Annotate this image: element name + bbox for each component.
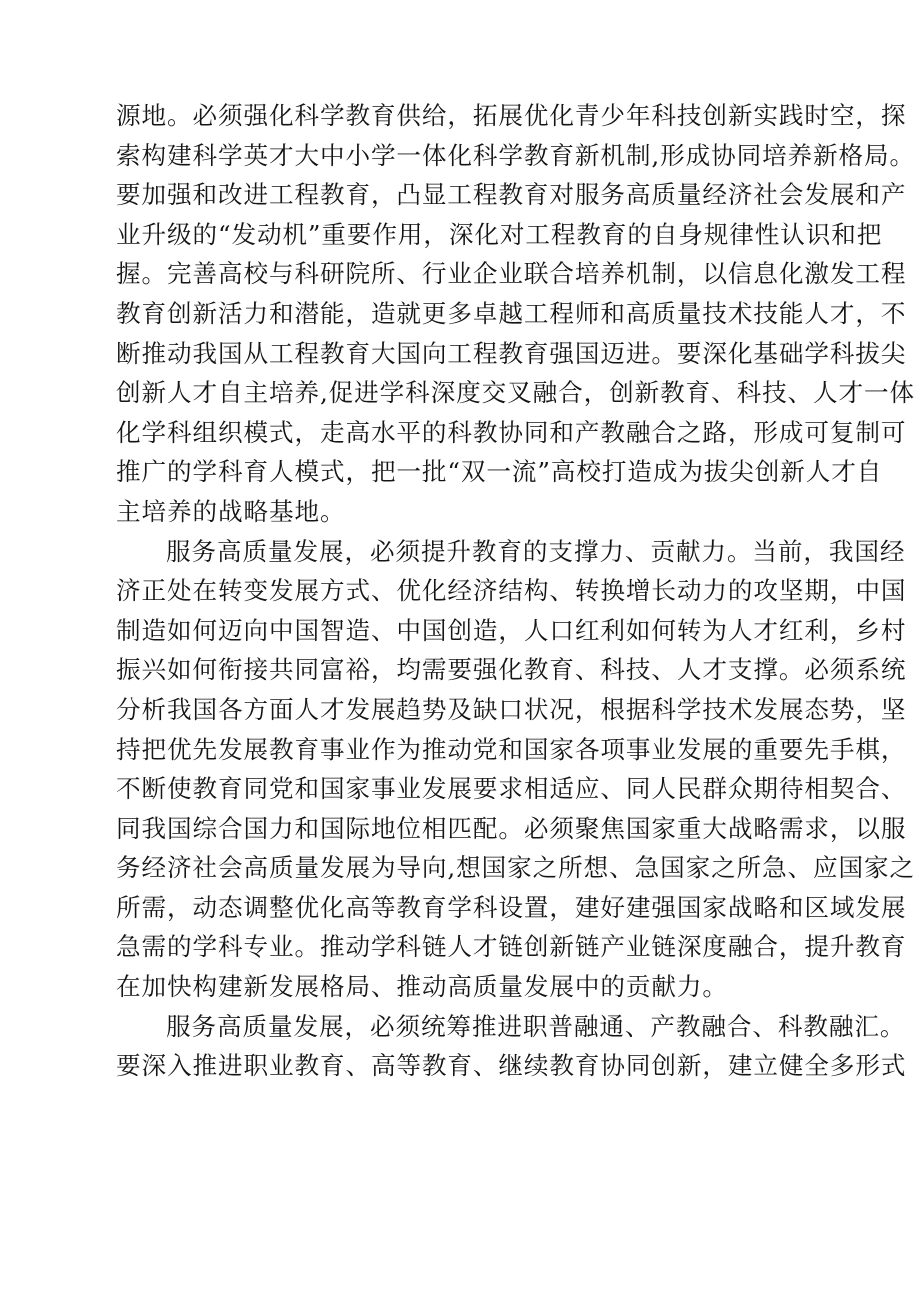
text-line: 分析我国各方面人才发展趋势及缺口状况，根据科学技术发展态势，坚 [116, 694, 907, 724]
paragraph-3 [116, 1007, 907, 1086]
text-line: 推广的学科育人模式，把一批“双一流”高校打造成为拔尖创新人才自 [116, 457, 883, 487]
text-line: 振兴如何衔接共同富裕，均需要强化教育、科技、人才支撑。必须系统 [116, 655, 907, 685]
text-line: 务经济社会高质量发展为导向,想国家之所想、急国家之所急、应国家之 [116, 853, 916, 883]
text-line: 源地。必须强化科学教育供给，拓展优化青少年科技创新实践时空，探 [116, 101, 907, 130]
text-line: 业升级的“发动机”重要作用，深化对工程教育的自身规律性认识和把 [116, 219, 883, 249]
paragraph-2 [116, 532, 916, 1007]
text-line: 同我国综合国力和国际地位相匹配。必须聚焦国家重大战略需求，以服 [116, 813, 907, 843]
text-line: 服务高质量发展，必须提升教育的支撑力、贡献力。当前，我国经 [166, 536, 906, 566]
text-line: 济正处在转变发展方式、优化经济结构、转换增长动力的攻坚期，中国 [116, 576, 907, 606]
body-text [116, 96, 916, 1086]
text-line: 化学科组织模式，走高水平的科教协同和产教融合之路，形成可复制可 [116, 417, 907, 447]
text-line: 主培养的战略基地。 [116, 496, 346, 526]
text-line: 断推动我国从工程教育大国向工程教育强国迈进。要深化基础学科拔尖 [116, 338, 907, 368]
paragraph-1 [116, 96, 916, 532]
text-line: 所需，动态调整优化高等教育学科设置，建好建强国家战略和区域发展 [116, 892, 907, 922]
text-line: 教育创新活力和潜能，造就更多卓越工程师和高质量技术技能人才，不 [116, 298, 907, 328]
text-line: 服务高质量发展，必须统筹推进职普融通、产教融合、科教融汇。 [166, 1011, 906, 1041]
text-line: 制造如何迈向中国智造、中国创造，人口红利如何转为人才红利，乡村 [116, 615, 907, 645]
text-line: 不断使教育同党和国家事业发展要求相适应、同人民群众期待相契合、 [116, 774, 907, 804]
text-line: 索构建科学英才大中小学一体化科学教育新机制,形成协同培养新格局。 [116, 140, 916, 170]
text-line: 要深入推进职业教育、高等教育、继续教育协同创新，建立健全多形式 [116, 1051, 907, 1081]
text-line: 握。完善高校与科研院所、行业企业联合培养机制，以信息化激发工程 [116, 259, 907, 289]
text-line: 持把优先发展教育事业作为推动党和国家各项事业发展的重要先手棋， [116, 734, 907, 764]
text-line: 创新人才自主培养,促进学科深度交叉融合，创新教育、科技、人才一体 [116, 378, 916, 408]
text-line: 要加强和改进工程教育，凸显工程教育对服务高质量经济社会发展和产 [116, 180, 907, 210]
text-line: 急需的学科专业。推动学科链人才链创新链产业链深度融合，提升教育 [116, 932, 907, 962]
text-line: 在加快构建新发展格局、推动高质量发展中的贡献力。 [116, 972, 728, 1002]
